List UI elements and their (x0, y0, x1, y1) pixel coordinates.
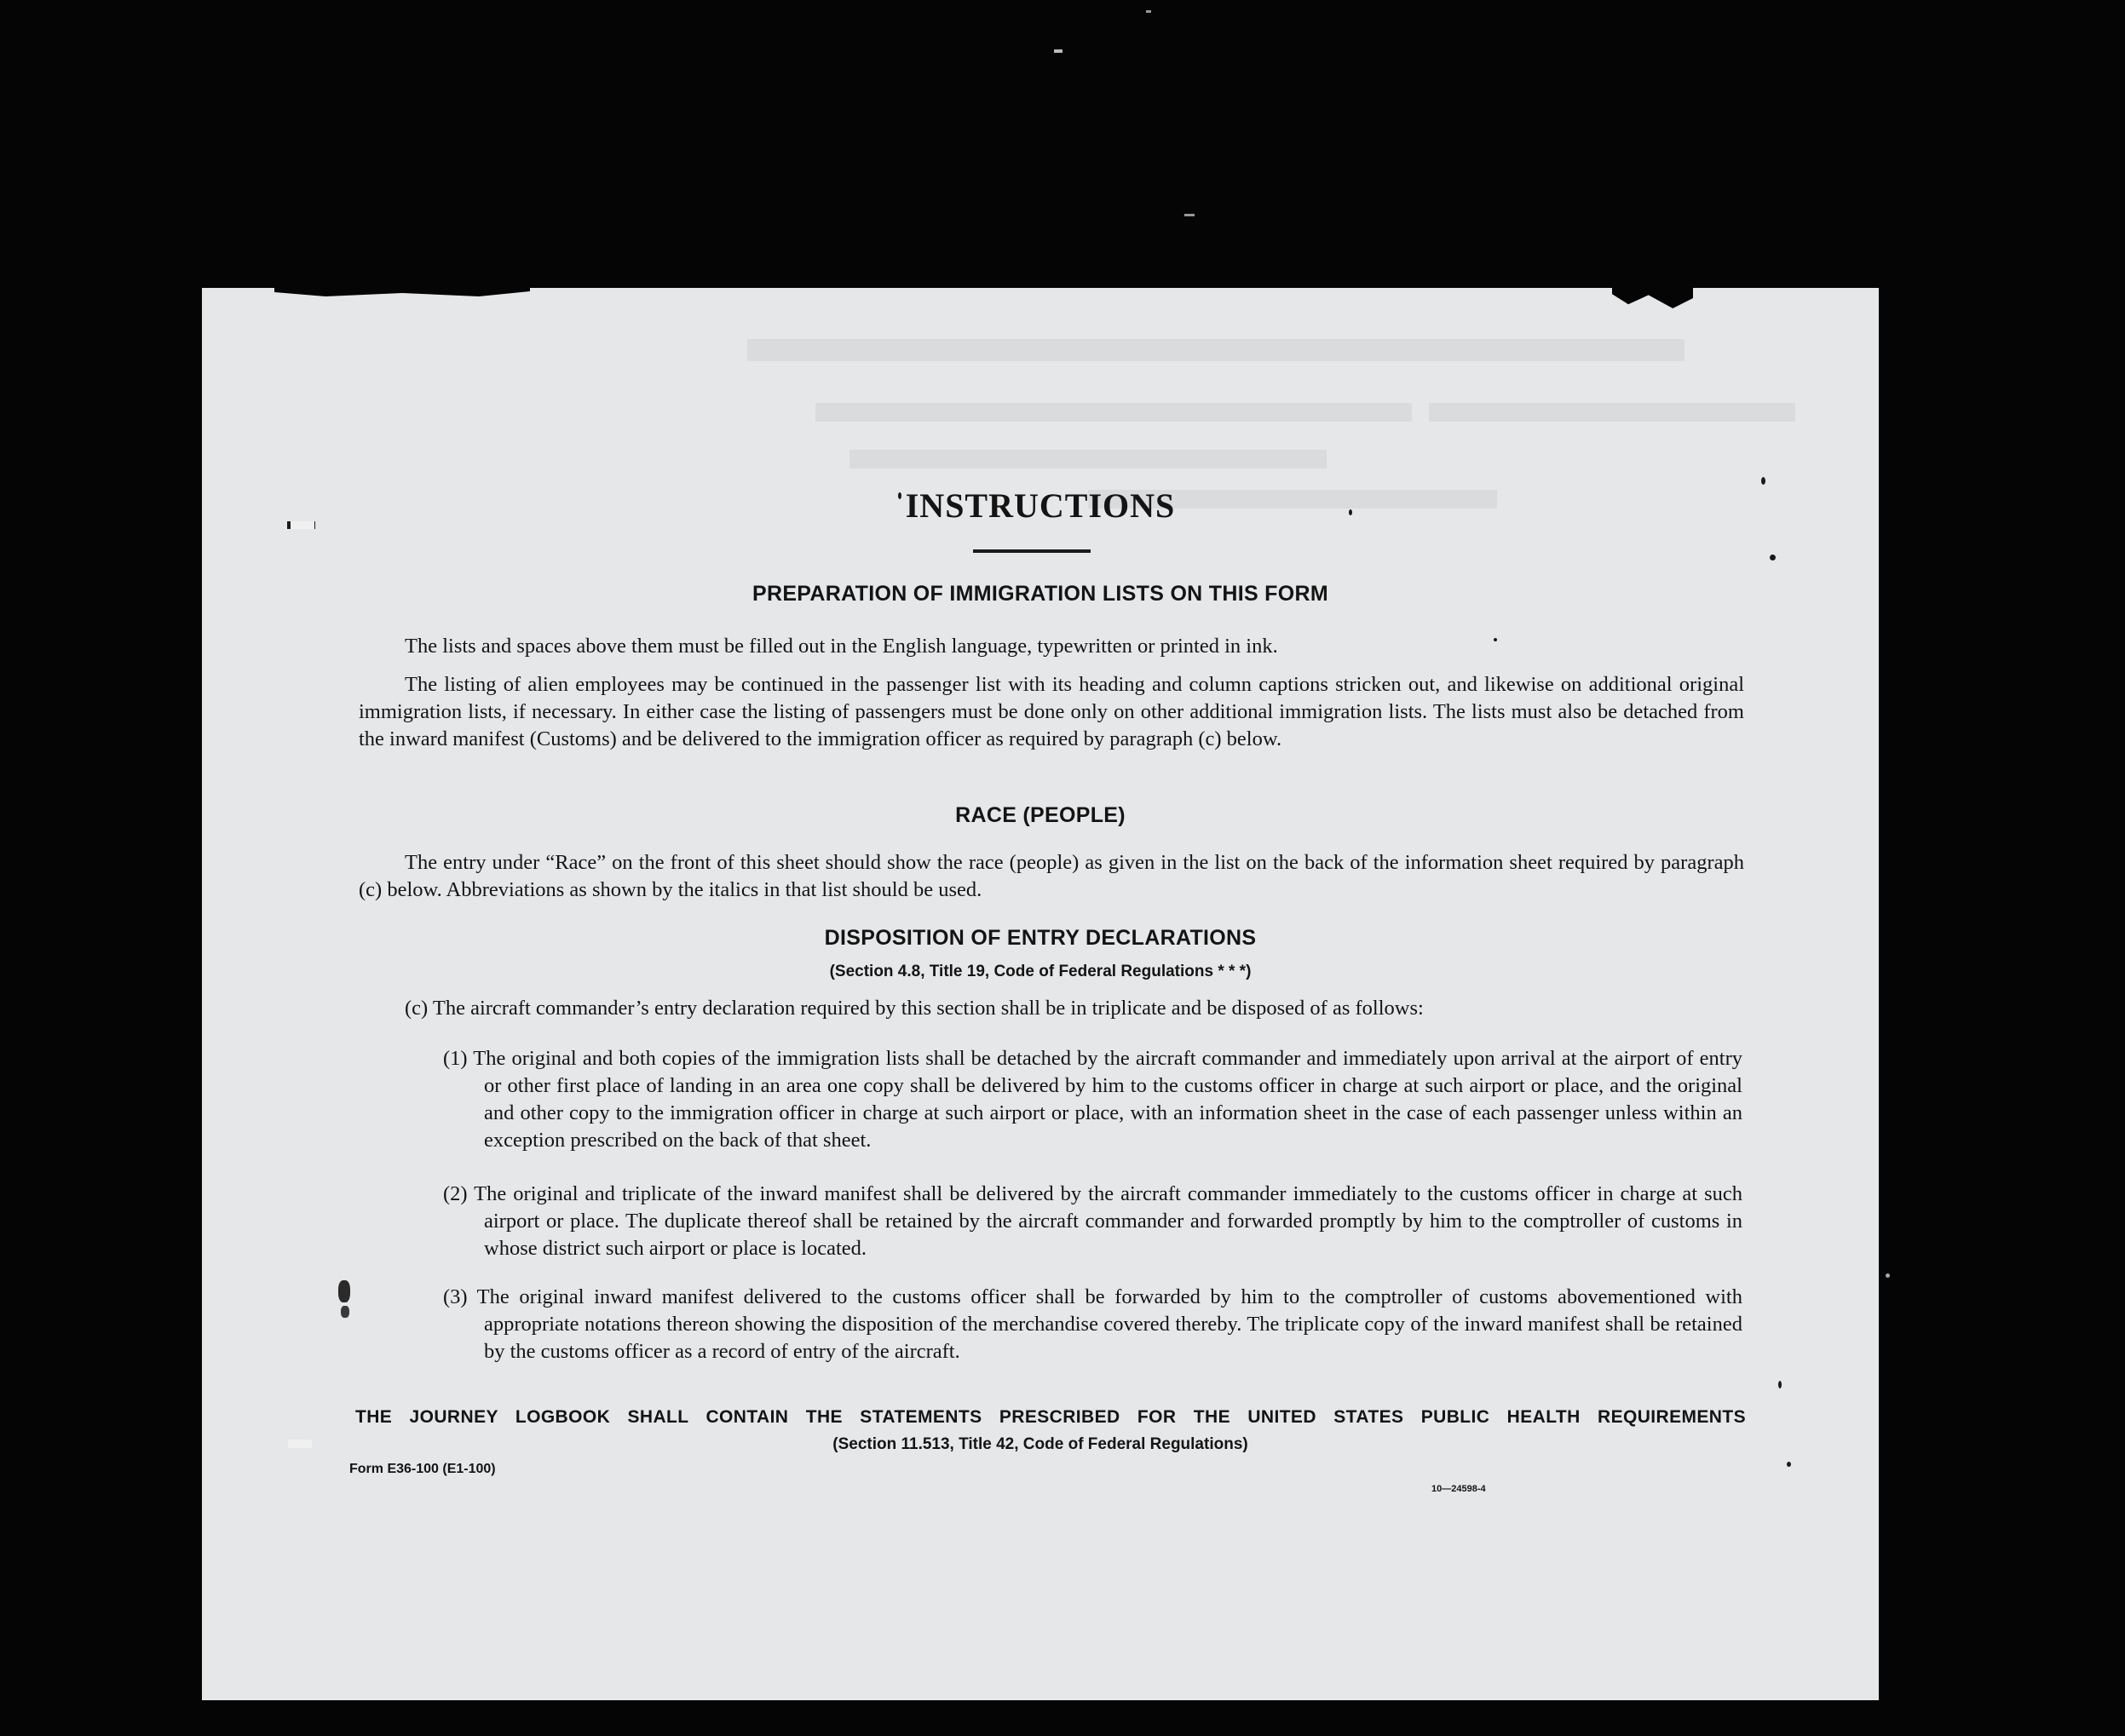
paragraph-entry-declaration: (c) The aircraft commander’s entry declaration required by this section shall be in triplicate and be disposed of as follows: (405, 997, 1424, 1020)
film-edge-mark (291, 521, 314, 529)
film-speck (1054, 49, 1062, 53)
page-title: INSTRUCTIONS (905, 486, 1176, 525)
paragraph-alien-employees: The listing of alien employees may be continued in the passenger list with its heading and column captions stricken out, and likewise on additional original immigration lists, if necessary. In either case the listing of passengers must be done only on other additional immigration lists. The lists must also be detached from the inward manifest (Customs) and be delivered to the immigration officer as required by paragraph (c) below. (359, 673, 1744, 750)
film-edge-mark (288, 1440, 312, 1448)
bleed-through-line (747, 339, 1684, 361)
film-speck (1184, 214, 1195, 216)
section-citation-disposition: (Section 4.8, Title 19, Code of Federal Regulations * * *) (829, 963, 1252, 980)
bleed-through-line (815, 403, 1412, 422)
ink-speck (1778, 1381, 1782, 1388)
public-health-statement: THE JOURNEY LOGBOOK SHALL CONTAIN THE STATEMENTS PRESCRIBED FOR THE UNITED STATES PUBLIC HEALTH REQUIREMENTS (355, 1407, 1746, 1427)
bleed-through-line (1429, 403, 1795, 422)
list-item: (2) The original and triplicate of the inward manifest shall be delivered by the aircraft commander immediately to the customs officer in charge at such airport or place. The duplicate thereof shall be retained by the aircraft commander and forwarded promptly by him to the comptroller of customs in whose district such airport or place is located. (443, 1182, 1742, 1260)
list-item: (3) The original inward manifest delivered to the customs officer shall be forwarded by him to the comptroller of customs abovementioned with appropriate notations thereon showing the disposition of the merchandise covered thereby. The triplicate copy of the inward manifest shall be retained by the customs officer as a record of entry of the aircraft. (443, 1285, 1742, 1363)
document-page (202, 288, 1879, 1700)
paragraph-lists-language: The lists and spaces above them must be filled out in the English language, typewritten or printed in ink. (405, 635, 1278, 658)
ink-speck (341, 1306, 349, 1318)
bleed-through-line (849, 450, 1327, 468)
section-heading-race: RACE (PEOPLE) (955, 803, 1126, 827)
title-underline (973, 549, 1091, 553)
film-speck (1146, 10, 1151, 13)
section-heading-preparation: PREPARATION OF IMMIGRATION LISTS ON THIS FORM (752, 582, 1328, 606)
ink-speck (898, 492, 901, 499)
print-code: 10—24598-4 (1431, 1484, 1486, 1494)
film-speck (1886, 1273, 1890, 1278)
section-heading-disposition: DISPOSITION OF ENTRY DECLARATIONS (824, 926, 1257, 950)
paragraph-race-entry: The entry under “Race” on the front of this sheet should show the race (people) as given in the list on the back of the information sheet required by paragraph (c) below. Abbreviations as shown by the italics in that list should be used. (359, 851, 1744, 901)
torn-edge-left (274, 288, 530, 296)
ink-speck (1349, 509, 1352, 515)
ink-speck (1494, 638, 1497, 641)
ink-speck (1761, 477, 1765, 485)
ink-speck (1787, 1462, 1791, 1467)
form-number: Form E36-100 (E1-100) (349, 1462, 496, 1476)
torn-edge-right (1612, 288, 1693, 308)
list-item: (1) The original and both copies of the immigration lists shall be detached by the aircraft commander and immediately upon arrival at the airport of entry or other first place of landing in an area one copy shall be delivered by him to the customs officer in charge at such airport or place, and the original and other copy to the immigration officer in charge at such airport or place, with an information sheet in the case of each passenger unless within an exception prescribed on the back of that sheet. (443, 1047, 1742, 1152)
ink-speck (338, 1280, 350, 1302)
ink-speck (1770, 555, 1776, 560)
public-health-citation: (Section 11.513, Title 42, Code of Federal Regulations) (832, 1435, 1248, 1453)
